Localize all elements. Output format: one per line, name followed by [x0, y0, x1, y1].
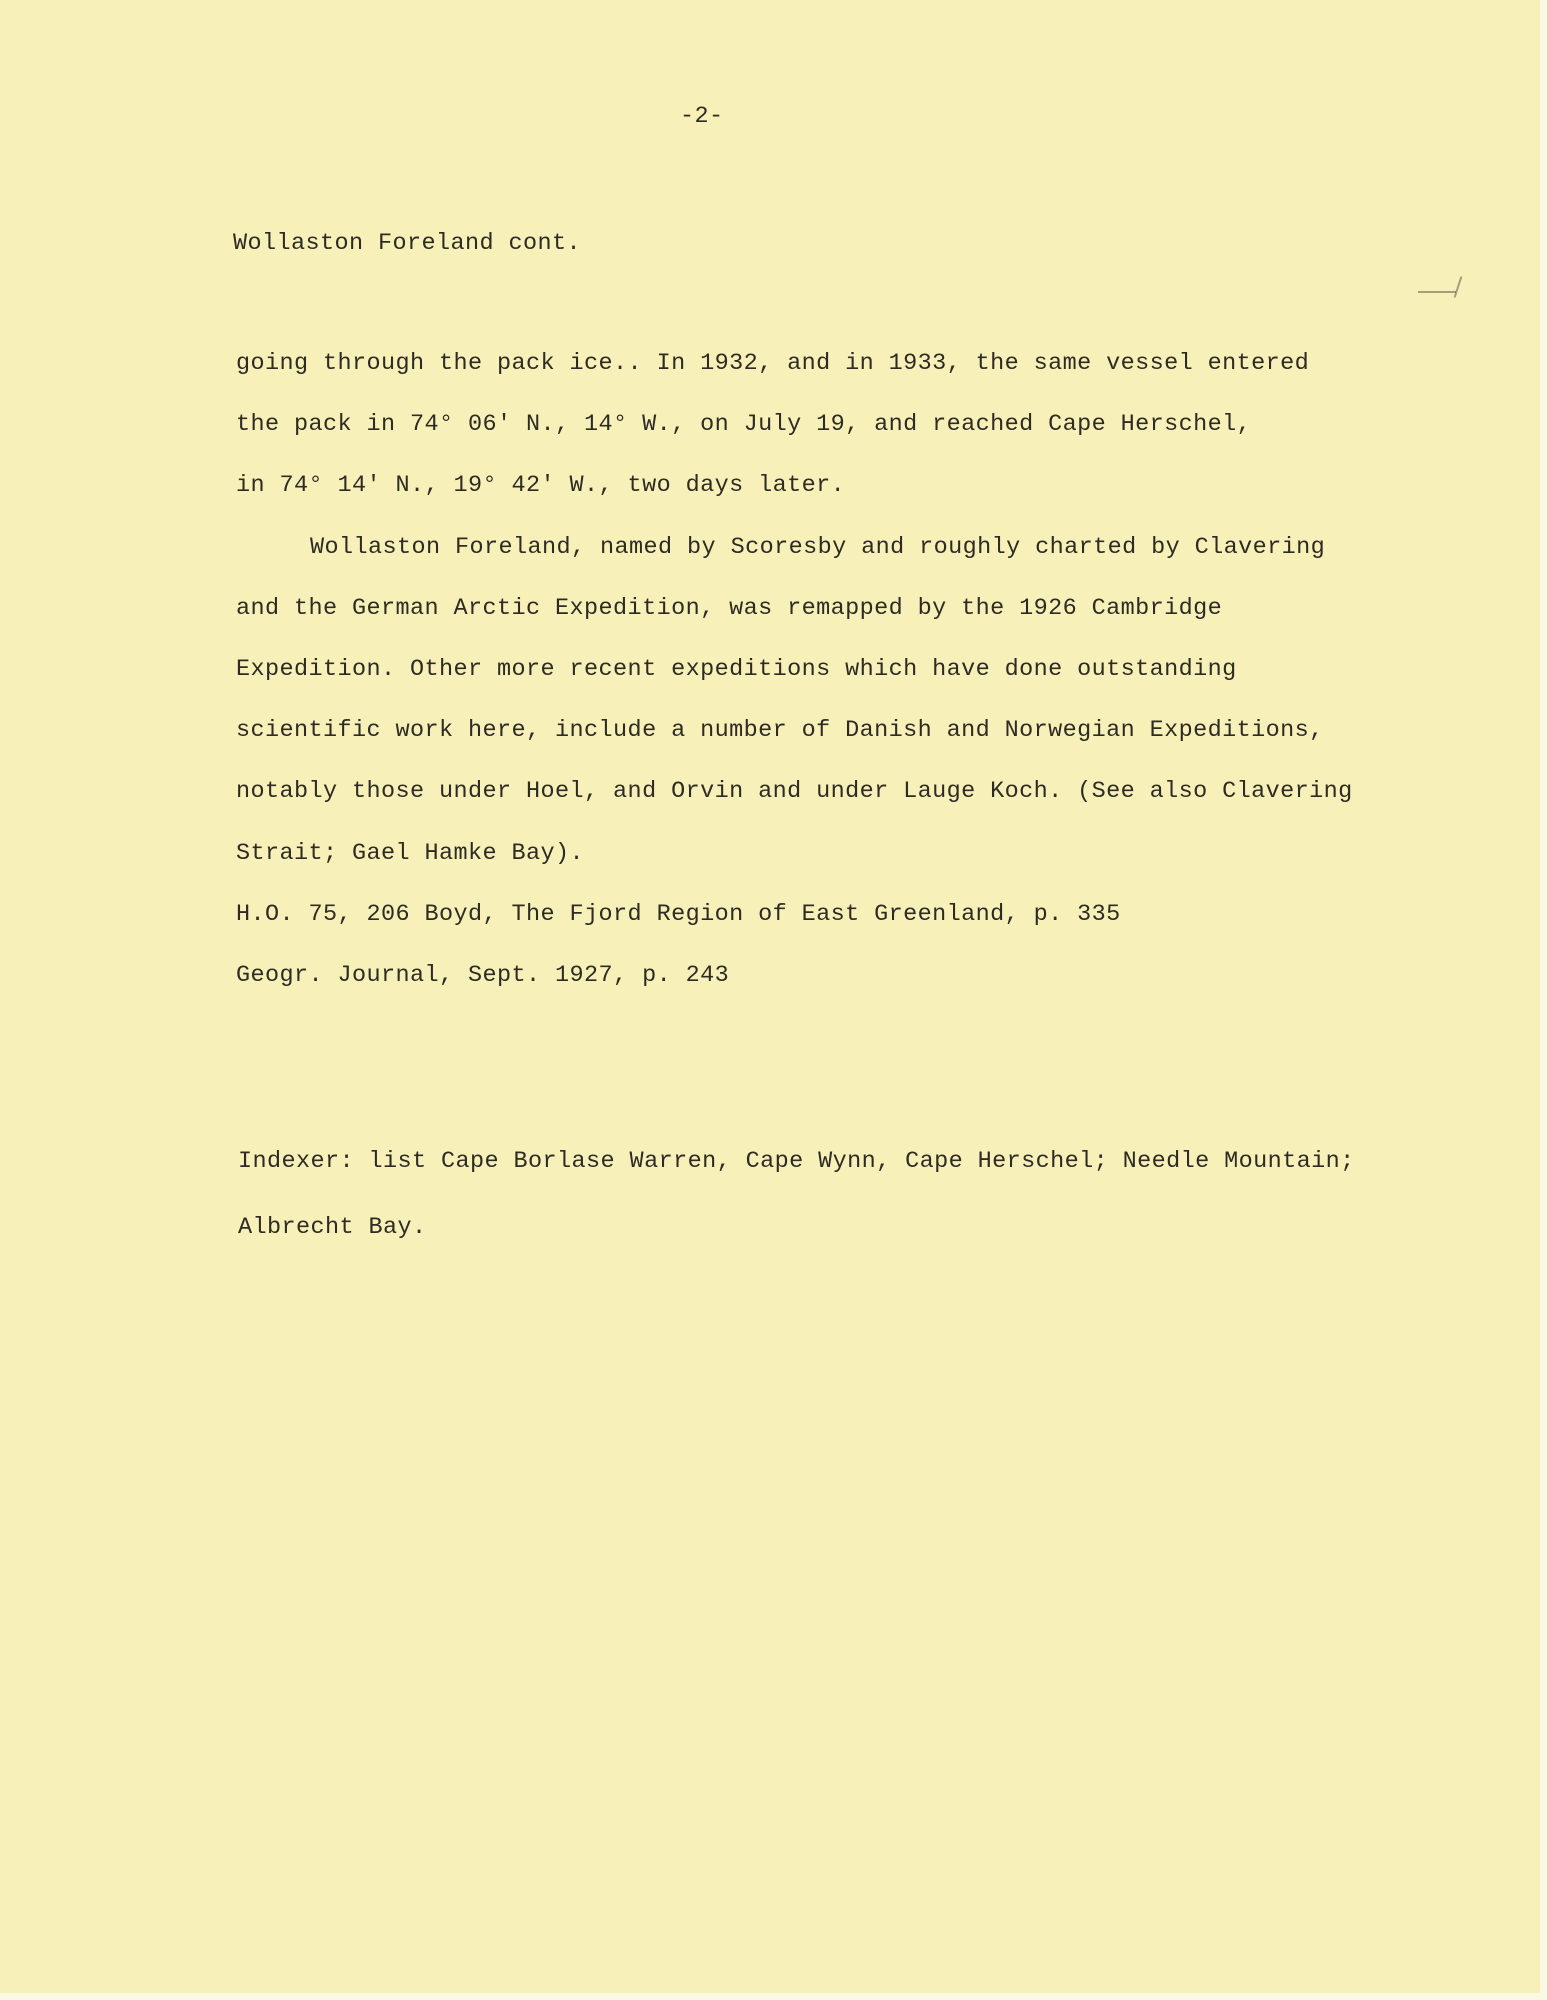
indexer-line-2: Albrecht Bay.	[238, 1214, 427, 1241]
pencil-mark-stroke	[1454, 276, 1463, 298]
body-line-8: notably those under Hoel, and Orvin and under Lauge Koch. (See also Clavering	[236, 778, 1353, 805]
document-heading: Wollaston Foreland cont.	[233, 230, 582, 257]
body-line-7: scientific work here, include a number of Danish and Norwegian Expeditions,	[236, 717, 1324, 744]
body-line-9: Strait; Gael Hamke Bay).	[236, 840, 585, 867]
indexer-line-1: Indexer: list Cape Borlase Warren, Cape Wynn, Cape Herschel; Needle Mountain;	[238, 1148, 1355, 1175]
reference-line-1: H.O. 75, 206 Boyd, The Fjord Region of East Greenland, p. 335	[236, 901, 1121, 928]
body-line-1: going through the pack ice.. In 1932, and in 1933, the same vessel entered	[236, 350, 1310, 377]
body-line-2: the pack in 74° 06' N., 14° W., on July 19, and reached Cape Herschel,	[236, 411, 1252, 438]
page-number: -2-	[680, 103, 724, 130]
pencil-mark	[1418, 291, 1456, 293]
body-line-3: in 74° 14' N., 19° 42' W., two days later.	[236, 472, 846, 499]
body-line-5: and the German Arctic Expedition, was remapped by the 1926 Cambridge	[236, 595, 1223, 622]
body-line-4: Wollaston Foreland, named by Scoresby and roughly charted by Clavering	[310, 534, 1326, 561]
reference-line-2: Geogr. Journal, Sept. 1927, p. 243	[236, 962, 730, 989]
body-line-6: Expedition. Other more recent expeditions which have done outstanding	[236, 656, 1237, 683]
